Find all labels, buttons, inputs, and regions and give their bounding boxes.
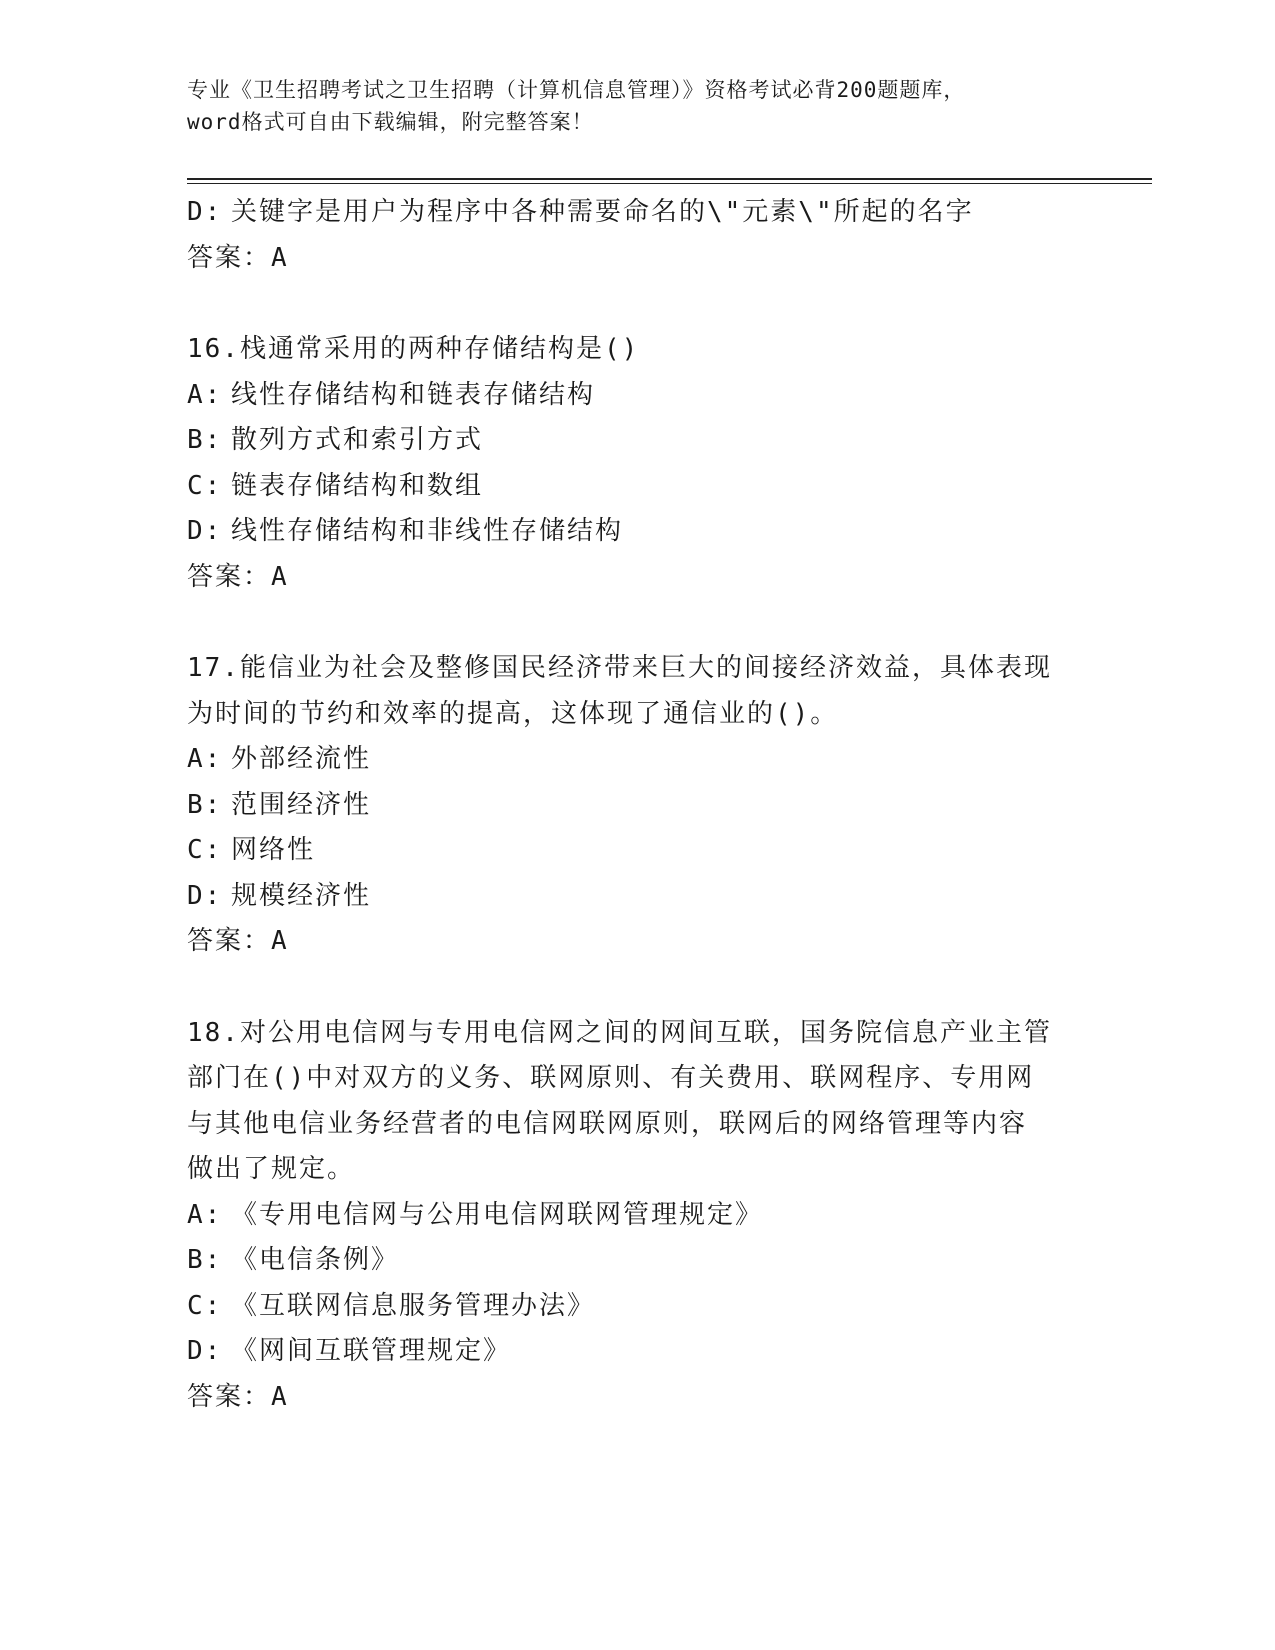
option-text: 关键字是用户为程序中各种需要命名的\"元素\"所起的名字: [231, 197, 974, 227]
q17-answer: 答案：A: [187, 926, 289, 956]
spacer: [187, 600, 1087, 646]
option-text: 线性存储结构和非线性存储结构: [231, 516, 624, 546]
spacer: [187, 281, 1087, 327]
header-line-1: 专业《卫生招聘考试之卫生招聘（计算机信息管理）》资格考试必背200题题库，: [187, 78, 966, 102]
option-text: 线性存储结构和链表存储结构: [231, 379, 596, 410]
option-text: 链表存储结构和数组: [231, 470, 484, 501]
option-label: D:: [187, 197, 223, 227]
option-label: B:: [187, 1245, 223, 1275]
q18-question-line-1: 18.对公用电信网与专用电信网之间的网间互联，国务院信息产业主管: [187, 1017, 1052, 1048]
q17-option-c: [187, 828, 1087, 874]
q18-option-d: [187, 1329, 1087, 1375]
q17-option-a: [187, 737, 1087, 783]
option-label: A:: [187, 744, 223, 774]
option-label: C:: [187, 835, 223, 865]
q17-option-b: [187, 783, 1087, 829]
option-label: C:: [187, 470, 223, 501]
option-label: C:: [187, 1290, 223, 1321]
option-text: 散列方式和索引方式: [231, 425, 484, 455]
question-list: [187, 190, 1087, 1420]
option-text: 《电信条例》: [231, 1245, 400, 1275]
header-line-2: word格式可自由下载编辑，附完整答案！: [187, 110, 594, 134]
document-header: [187, 74, 1087, 138]
option-label: A:: [187, 1199, 223, 1230]
q16-option-b: [187, 418, 1087, 464]
option-label: B:: [187, 425, 223, 455]
q18-answer: 答案：A: [187, 1381, 289, 1412]
q18-question-line-2: 部门在()中对双方的义务、联网原则、有关费用、联网程序、专用网: [187, 1063, 1035, 1093]
q18-option-a: [187, 1193, 1087, 1239]
q18-option-b: [187, 1238, 1087, 1284]
q16-option-d: [187, 509, 1087, 555]
q18-question-line-4: 做出了规定。: [187, 1154, 356, 1184]
q18-question-line-3: 与其他电信业务经营者的电信网联网原则，联网后的网络管理等内容: [187, 1108, 1028, 1139]
q16-option-c: [187, 464, 1087, 510]
option-label: D:: [187, 516, 223, 546]
option-text: 外部经流性: [231, 744, 372, 774]
option-label: D:: [187, 1336, 223, 1366]
option-label: A:: [187, 379, 223, 410]
q17-option-d: [187, 874, 1087, 920]
header-divider-thick: [187, 178, 1152, 180]
option-label: D:: [187, 880, 223, 911]
q17-question-line-2: 为时间的节约和效率的提高，这体现了通信业的()。: [187, 698, 839, 729]
prev-option-d: [187, 190, 1087, 236]
q16-answer: 答案：A: [187, 561, 289, 592]
option-text: 范围经济性: [231, 789, 372, 820]
option-text: 《网间互联管理规定》: [231, 1336, 512, 1366]
option-text: 网络性: [231, 835, 316, 865]
option-text: 《专用电信网与公用电信网联网管理规定》: [231, 1199, 764, 1230]
option-text: 《互联网信息服务管理办法》: [231, 1290, 596, 1321]
spacer: [187, 965, 1087, 1011]
option-label: B:: [187, 789, 223, 820]
header-divider-thin: [187, 183, 1152, 184]
option-text: 规模经济性: [231, 880, 372, 911]
prev-answer: 答案：A: [187, 242, 289, 273]
q16-question: 16.栈通常采用的两种存储结构是(): [187, 334, 640, 364]
q18-option-c: [187, 1284, 1087, 1330]
q16-option-a: [187, 373, 1087, 419]
q17-question-line-1: 17.能信业为社会及整修国民经济带来巨大的间接经济效益，具体表现: [187, 653, 1052, 683]
